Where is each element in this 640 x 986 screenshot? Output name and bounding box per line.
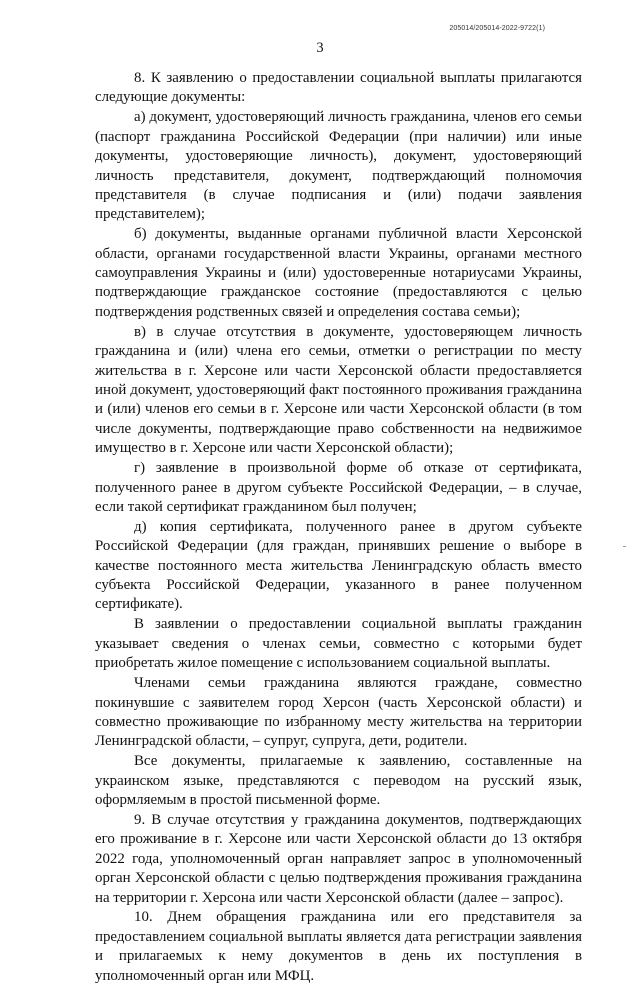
list-item-d: д) копия сертификата, полученного ранее в другом субъекте Российской Федерации (для граждан, принявших решение о выборе в качестве постоянного места жительства Ленинградскую область вместо субъекта Российской Федерации, указанного в ранее полученном сертификате). — [95, 518, 582, 613]
paragraph-10: 10. Днем обращения гражданина или его представителя за предоставлением социальной выплаты является дата регистрации заявления и прилагаемых к нему документов в день их поступления в уполномоченный орган или МФЦ. — [95, 909, 582, 984]
list-item-a: а) документ, удостоверяющий личность гражданина, членов его семьи (паспорт гражданина Российской Федерации (при наличии) или иные документы, удостоверяющие личность), документ, удостоверяющий личность представителя, документ, подтверждающий полномочия представителя (в случае подписания и (или) подачи заявления представителем); — [95, 109, 582, 223]
paragraph-family-members: Членами семьи гражданина являются граждане, совместно покинувшие с заявителем город Херсон (часть Херсонской области) и совместно проживающие по избранному месту жительства на территории Ленинградской области, – супруг, супруга, дети, родители. — [95, 675, 582, 750]
paragraph-family-info: В заявлении о предоставлении социальной выплаты гражданин указывает сведения о членах семьи, совместно с которыми будет приобретать жилое помещение с использованием социальной выплаты. — [95, 616, 582, 672]
list-item-b: б) документы, выданные органами публичной власти Херсонской области, органами государственной власти Украины, органами местного самоуправления Украины и (или) удостоверенные нотариусами Украины, подтверждающие гражданское состояние (предоставляются с целью подтверждения родственных связей и определения состава семьи); — [95, 226, 582, 320]
paragraph-translation: Все документы, прилагаемые к заявлению, составленные на украинском языке, представляются с переводом на русский язык, оформляемым в простой письменной форме. — [95, 753, 582, 809]
list-item-g: г) заявление в произвольной форме об отказе от сертификата, полученного ранее в другом субъекте Российской Федерации, – в случае, если такой сертификат гражданином был получен; — [95, 460, 582, 515]
paragraph-9: 9. В случае отсутствия у гражданина документов, подтверждающих его проживание в г. Херсоне или части Херсонской области до 13 октября 2022 года, уполномоченный орган направляет запрос в уполномоченный орган Херсонской области с целью подтверждения проживания гражданина на территории г. Херсона или части Херсонской области (далее – запрос). — [95, 811, 582, 906]
document-id: 205014/205014-2022-9722(1) — [449, 25, 545, 32]
list-item-v: в) в случае отсутствия в документе, удостоверяющем личность гражданина и (или) члена его семьи, отметки о регистрации по месту жительства в г. Херсоне или части Херсонской области предоставляется иной документ, удостоверяющий факт постоянного проживания гражданина и (или) членов его семьи в г. Херсоне или части Херсонской области (в том числе документы, подтверждающие право собственности на недвижимое имущество в г. Херсоне или части Херсонской области); — [95, 323, 582, 457]
page-number: 3 — [316, 40, 324, 56]
paragraph-8-intro: 8. К заявлению о предоставлении социальной выплаты прилагаются следующие документы: — [95, 70, 582, 106]
scan-mark — [623, 546, 626, 547]
document-body — [95, 69, 582, 986]
